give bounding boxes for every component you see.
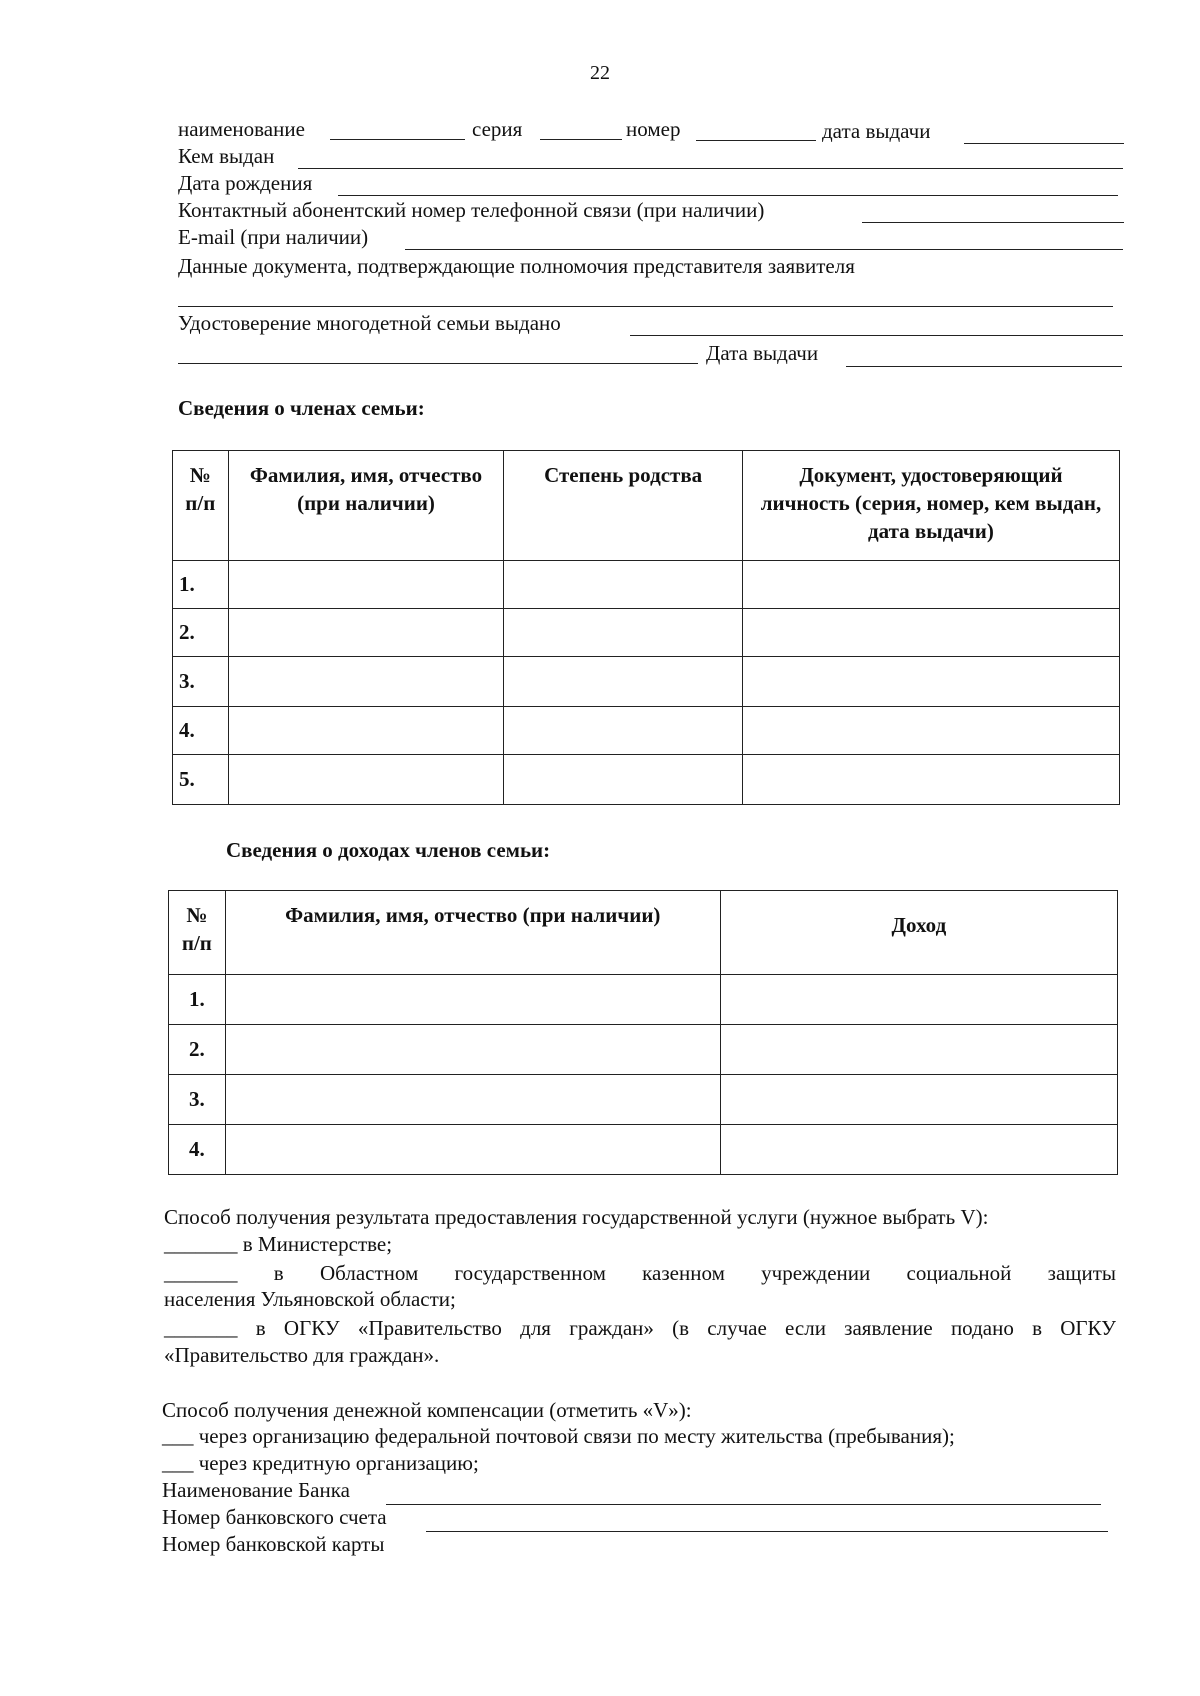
family-income-heading: Сведения о доходах членов семьи: — [226, 838, 551, 862]
bank-name-field[interactable] — [386, 1504, 1101, 1505]
fio-cell[interactable] — [225, 1025, 720, 1075]
issue-date-label: дата выдачи — [822, 119, 931, 143]
income-cell[interactable] — [720, 1075, 1117, 1125]
fio-cell[interactable] — [225, 1075, 720, 1125]
income-cell[interactable] — [720, 975, 1117, 1025]
fio-cell[interactable] — [225, 1125, 720, 1175]
row-number: 5. — [173, 755, 229, 805]
col-document: Документ, удостоверяющий личность (серия, номер, кем выдан, дата выдачи) — [742, 451, 1119, 561]
issued-by-label: Кем выдан — [178, 144, 275, 168]
fio-cell[interactable] — [228, 707, 504, 755]
col-relation: Степень родства — [504, 451, 743, 561]
result-method-heading: Способ получения результата предоставления государственной услуги (нужное выбрать V): — [164, 1205, 989, 1229]
number-label: номер — [626, 117, 681, 141]
table-row — [173, 561, 1120, 609]
phone-label: Контактный абонентский номер телефонной связи (при наличии) — [178, 198, 765, 222]
row-number: 1. — [169, 975, 226, 1025]
birth-date-field[interactable] — [338, 195, 1118, 196]
fio-cell[interactable] — [228, 657, 504, 707]
row-number: 4. — [173, 707, 229, 755]
result-option-ogku-social-line2: населения Ульяновской области; — [164, 1287, 456, 1311]
col-num: № п/п — [169, 891, 226, 975]
row-number: 1. — [173, 561, 229, 609]
col-fio: Фамилия, имя, отчество (при наличии) — [225, 891, 720, 975]
result-option-ogku-social[interactable]: _______ в Областном государственном казенном учреждении социальной защиты — [164, 1261, 1116, 1285]
document-cell[interactable] — [742, 657, 1119, 707]
result-option-label: в Министерстве; — [242, 1232, 393, 1256]
representative-doc-label: Данные документа, подтверждающие полномочия представителя заявителя — [178, 254, 855, 278]
family-income-table — [168, 890, 1118, 1175]
income-cell[interactable] — [720, 1025, 1117, 1075]
email-label: E-mail (при наличии) — [178, 225, 369, 249]
table-row — [169, 1075, 1118, 1125]
table-row — [173, 755, 1120, 805]
col-num: № п/п — [173, 451, 229, 561]
number-field[interactable] — [696, 140, 816, 141]
email-field[interactable] — [405, 249, 1123, 250]
compensation-option-bank[interactable]: ___ через кредитную организацию; — [162, 1451, 479, 1475]
phone-field[interactable] — [862, 222, 1124, 223]
table-row — [173, 707, 1120, 755]
fio-cell[interactable] — [228, 609, 504, 657]
large-family-cert-field[interactable] — [630, 335, 1123, 336]
result-option-ministry[interactable] — [164, 1232, 392, 1257]
col-income: Доход — [720, 891, 1117, 975]
family-members-heading: Сведения о членах семьи: — [178, 396, 425, 420]
table-row — [173, 609, 1120, 657]
document-cell[interactable] — [742, 561, 1119, 609]
result-option-blank: _______ — [164, 1232, 238, 1256]
issue-date-field[interactable] — [964, 143, 1124, 144]
page-number: 22 — [590, 62, 610, 84]
birth-date-label: Дата рождения — [178, 171, 313, 195]
table-row — [169, 1125, 1118, 1175]
fio-cell[interactable] — [225, 975, 720, 1025]
account-field[interactable] — [426, 1531, 1108, 1532]
bank-name-label: Наименование Банка — [162, 1478, 350, 1502]
large-family-cert-label: Удостоверение многодетной семьи выдано — [178, 311, 561, 335]
series-field[interactable] — [540, 139, 622, 140]
fio-cell[interactable] — [228, 755, 504, 805]
cert-issue-date-label: Дата выдачи — [706, 341, 819, 365]
large-family-cert-field-2[interactable] — [178, 363, 698, 364]
compensation-heading: Способ получения денежной компенсации (отметить «V»): — [162, 1398, 692, 1422]
family-members-table — [172, 450, 1120, 805]
cert-issue-date-field[interactable] — [846, 366, 1122, 367]
series-label: серия — [472, 117, 523, 141]
relation-cell[interactable] — [504, 755, 743, 805]
issued-by-field[interactable] — [298, 168, 1123, 169]
result-option-gov-for-citizens-line2: «Правительство для граждан». — [164, 1343, 440, 1367]
table-row — [169, 1025, 1118, 1075]
compensation-option-post[interactable]: ___ через организацию федеральной почтовой связи по месту жительства (пребывания); — [162, 1424, 955, 1448]
account-label: Номер банковского счета — [162, 1505, 387, 1529]
row-number: 3. — [173, 657, 229, 707]
row-number: 3. — [169, 1075, 226, 1125]
row-number: 2. — [169, 1025, 226, 1075]
representative-doc-field[interactable] — [178, 306, 1113, 307]
relation-cell[interactable] — [504, 609, 743, 657]
result-option-gov-for-citizens[interactable]: _______ в ОГКУ «Правительство для граждан» (в случае если заявление подано в ОГКУ — [164, 1316, 1116, 1340]
document-cell[interactable] — [742, 755, 1119, 805]
name-field[interactable] — [330, 139, 465, 140]
table-row — [169, 975, 1118, 1025]
col-fio: Фамилия, имя, отчество (при наличии) — [228, 451, 504, 561]
fio-cell[interactable] — [228, 561, 504, 609]
relation-cell[interactable] — [504, 561, 743, 609]
row-number: 2. — [173, 609, 229, 657]
row-number: 4. — [169, 1125, 226, 1175]
card-label: Номер банковской карты — [162, 1532, 385, 1556]
income-cell[interactable] — [720, 1125, 1117, 1175]
document-cell[interactable] — [742, 609, 1119, 657]
document-cell[interactable] — [742, 707, 1119, 755]
name-label: наименование — [178, 117, 305, 141]
table-row — [173, 657, 1120, 707]
relation-cell[interactable] — [504, 707, 743, 755]
relation-cell[interactable] — [504, 657, 743, 707]
